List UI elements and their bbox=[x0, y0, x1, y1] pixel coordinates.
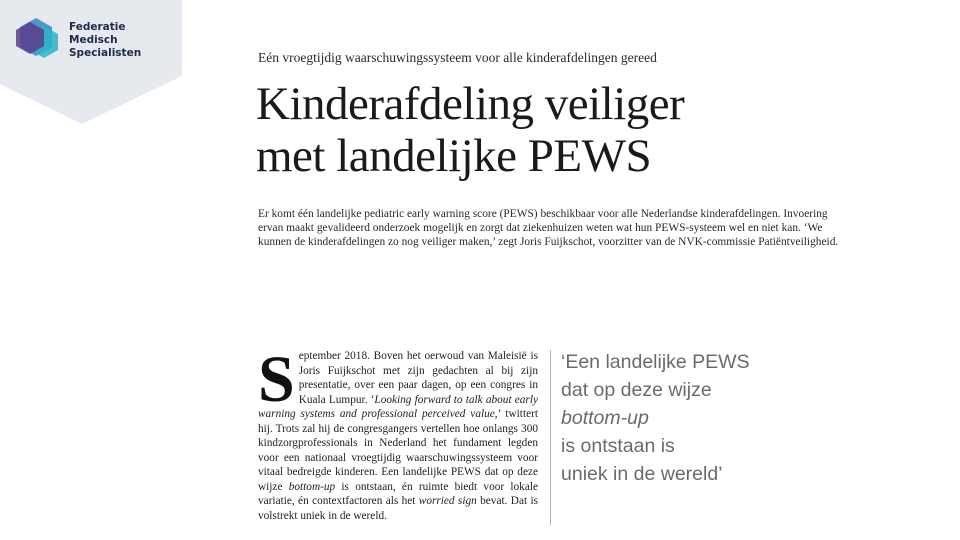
headline-line-2: met landelijke PEWS bbox=[256, 130, 652, 182]
body-text-4: bevat. Dat is volstrekt uniek in de wereld. bbox=[258, 495, 538, 522]
body-italic-1: Looking forward to talk about early warning systems and professional perceived value bbox=[258, 393, 538, 420]
drop-cap: S bbox=[258, 343, 295, 416]
quote-italic: bottom-up bbox=[561, 407, 649, 429]
headline-line-1: Kinderafdeling veiliger bbox=[256, 78, 685, 130]
quote-line-3-rest: is ontstaan is bbox=[561, 435, 675, 457]
article-kicker: Eén vroegtijdig waarschuwingssysteem voor alle kinderafdelingen gereed bbox=[258, 50, 657, 65]
logo-line-1: Federatie bbox=[69, 21, 126, 33]
article-headline bbox=[256, 78, 876, 182]
body-italic-2: bottom-up bbox=[288, 480, 336, 493]
column-divider bbox=[550, 350, 551, 525]
quote-line-1: ‘Een landelijke PEWS bbox=[561, 351, 750, 373]
logo-panel bbox=[0, 0, 182, 124]
body-italic-3: worried sign bbox=[418, 495, 477, 507]
pull-quote bbox=[561, 348, 801, 488]
quote-line-3 bbox=[561, 404, 801, 460]
quote-line-2: dat op deze wijze bbox=[561, 379, 712, 401]
body-text-1: eptember 2018. Boven het oerwoud van Maleisië is Joris Fuijkschot met zijn gedachten al bij zijn presentatie, over een paar dagen, op een congres in Kuala Lumpur. ‘ bbox=[298, 350, 538, 406]
quote-line-4: uniek in de wereld’ bbox=[561, 463, 723, 485]
article-body bbox=[258, 343, 538, 523]
article-intro: Er komt één landelijke pediatric early warning score (PEWS) beschikbaar voor alle Nederlandse kinderafdelingen. Invoering ervan maakt gevalideerd onderzoek mogelijk en zorgt dat ziekenhuizen weten wat hun PEWS-systeem wel en niet kan. ‘We kunnen de kinderafdelingen zo nog veiliger maken,’ zegt Joris Fuijkschot, voorzitter van de NVK-commissie Patiëntveiligheid. bbox=[258, 208, 839, 248]
logo-line-3: Specialisten bbox=[69, 47, 142, 59]
logo-wordmark bbox=[69, 21, 141, 60]
body-text-3: is ontstaan, én ruimte biedt voor lokale variatie, én contextfactoren als het bbox=[258, 480, 538, 507]
logo-line-2: Medisch bbox=[69, 34, 118, 46]
logo-background-shape bbox=[0, 0, 182, 124]
body-text-2: ,’ twittert hij. Trots zal hij de congresgangers vertellen hoe onlangs 300 kindzorgprofessionals in Nederland het fundament legden voor een nationaal vroegtijdig waarschuwingssysteem voor vitaal bedreigde kinderen. Een landelijke PEWS dat op deze wijze bbox=[258, 408, 538, 493]
